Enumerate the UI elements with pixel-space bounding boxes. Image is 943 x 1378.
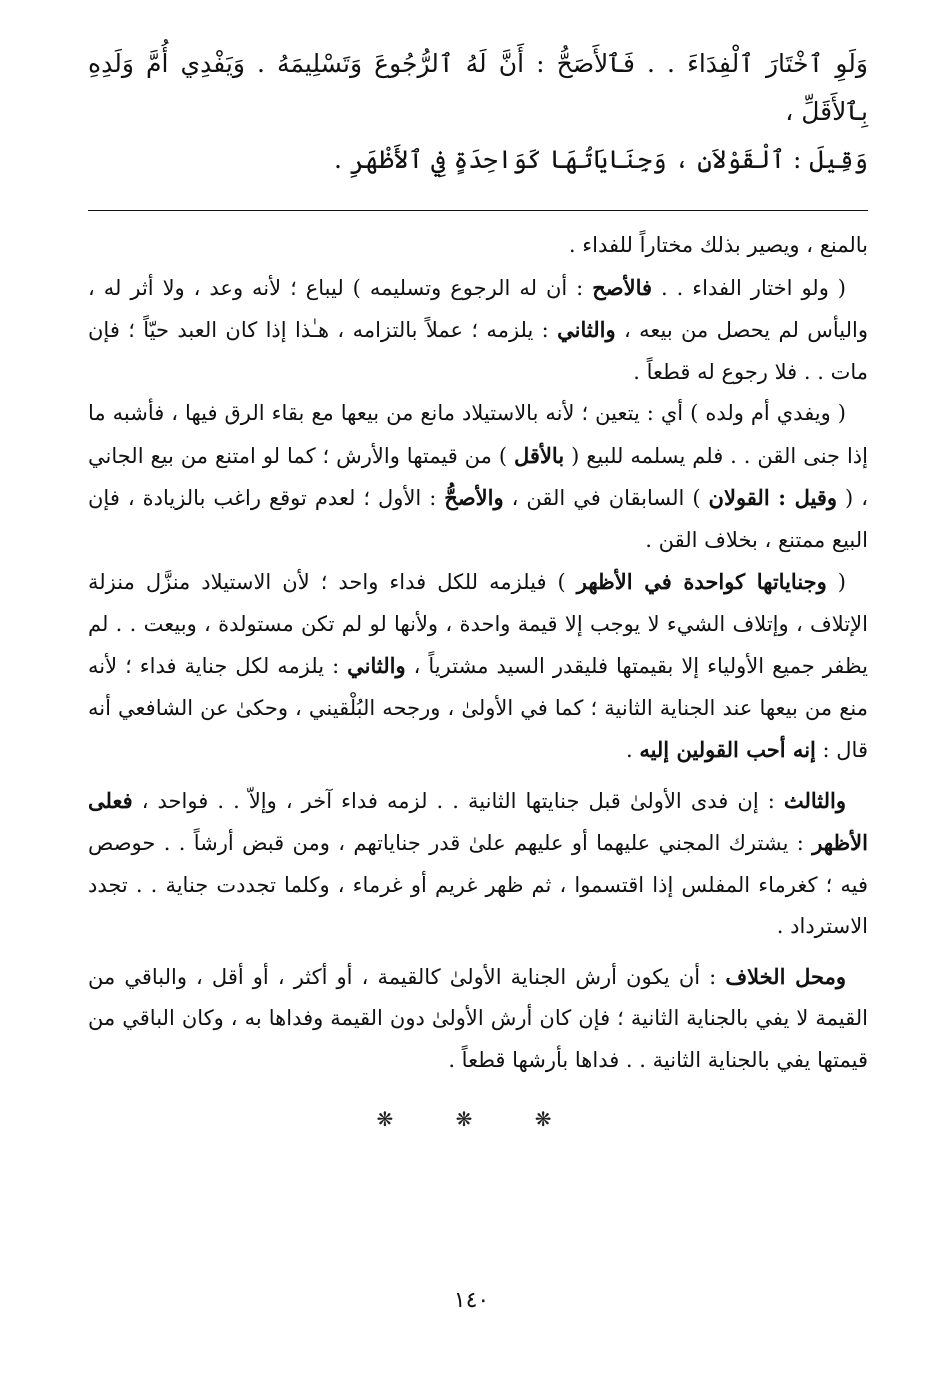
- p4-bold-thani: والثاني: [347, 653, 406, 678]
- paragraph-3: [88, 393, 868, 561]
- paragraph-4: [88, 561, 868, 772]
- p3-text-1: ( ويفدي أم ولده ) أي : يتعين ؛ لأنه بالاستيلاد مانع من بيعها مع بقاء الرق فيها ، فأشبه ما إذا جنى القن . . فلم يسلمه للبيع (: [88, 401, 868, 468]
- matn-text: [88, 40, 868, 184]
- section-end-stars: ❋ ❋ ❋: [376, 1107, 580, 1131]
- p2-text-2: : يلزمه ؛ عملاً بالتزامه ، هـٰذا إذا كان العبد حيّاً ؛ فإن مات . . فلا رجوع له قطعاً .: [88, 318, 868, 384]
- p4-text-2: : يلزمه لكل جناية فداء ؛ لأنه منع من بيعها عند الجناية الثانية ؛ كما في الأولىٰ ، ورجحه البُلْقيني ، وحكىٰ عن الشافعي أنه قال :: [88, 654, 868, 762]
- p2-bold-asah: فالأصح: [592, 274, 653, 300]
- p4-open: (: [826, 570, 846, 594]
- p5-text-1: : إن فدى الأولىٰ قبل جنايتها الثانية . . لزمه فداء آخر ، وإلاّ . . فواحد ،: [132, 788, 784, 813]
- paragraph-5: [88, 780, 868, 948]
- p3-bold-qawlan: وقيل : القولان: [708, 485, 838, 510]
- paragraph-6: [88, 956, 868, 1082]
- commentary: [88, 225, 868, 1131]
- p5-text-2: : يشترك المجني عليهما أو عليهم علىٰ قدر جناياتهم ، ومن قبض أرشاً . . حوصص فيه ؛ كغرماء المفلس إذا اقتسموا ، ثم ظهر غريم أو غرماء ، وكلما تجددت جناية . . تجدد الاسترداد .: [88, 831, 868, 938]
- p2-text-1: : أن له الرجوع وتسليمه ) ليباع ؛ لأنه وعد ، ولا أثر له ، واليأس لم يحصل من بيعه ،: [88, 275, 868, 342]
- matn-line-1: وَلَوِ ٱخْتَارَ ٱلْفِدَاءَ . . فَٱلأَصَحُّ : أَنَّ لَهُ ٱلرُّجُوعَ وَتَسْلِيمَهُ . وَيَفْدِي أُمَّ وَلَدِهِ بِٱلأَقَلِّ ،: [88, 49, 868, 126]
- p4-text-3: .: [625, 738, 640, 762]
- p4-text-1: ) فيلزمه للكل فداء واحد ؛ لأن الاستيلاد منزَّل منزلة الإتلاف ، وإتلاف الشيء لا يوجب إلا قيمة واحدة ، ولأنها لو لم تكن مستولدة ، وبيعت . . لم يظفر جميع الأولياء إلا بقيمتها فليقدر السيد مشترياً ،: [88, 570, 868, 678]
- p6-text-1: : أن يكون أرش الجناية الأولىٰ كالقيمة ، أو أكثر ، أو أقل ، والباقي من القيمة لا يفي بالجناية الثانية ؛ فإن كان أرش الأولىٰ دون القيمة وفداها به ، وكان الباقي من قيمتها يفي بالجناية الثانية . . فداها بأرشها قطعاً .: [88, 964, 868, 1072]
- p3-text-3: ) السابقان في القن ،: [503, 486, 709, 510]
- p6-bold-mahal: ومحل الخلاف: [725, 963, 846, 989]
- p2-open: ( ولو اختار الفداء . .: [652, 275, 847, 300]
- paragraph-2: [88, 267, 868, 394]
- p5-bold-azhar: فعلى الأظهر: [88, 787, 868, 855]
- matn-line-2: وَقِيلَ : ٱلْقَوْلاَنِ ، وَجِنَايَاتُهَا كَوَاحِدَةٍ فِي ٱلأَظْهَرِ .: [333, 145, 868, 174]
- paragraph-1-text: بالمنع ، ويصير بذلك مختاراً للفداء .: [568, 233, 868, 257]
- paragraph-1: [88, 225, 868, 267]
- p4-bold-jinayat: وجناياتها كواحدة في الأظهر: [576, 569, 827, 594]
- p2-bold-thani: والثاني: [557, 317, 616, 342]
- p5-bold-thalith: والثالث: [783, 787, 846, 813]
- separator-rule: [88, 210, 868, 211]
- p3-bold-asah: والأصحُّ: [444, 485, 504, 510]
- p3-bold-aqal: بالأقل: [514, 442, 565, 468]
- p4-bold-ahabb: إنه أحب القولين إليه: [639, 737, 816, 762]
- page-body: [88, 40, 868, 1131]
- p3-text-2: ) من قيمتها والأرش ؛ كما لو امتنع من بيع الجاني ، (: [88, 443, 868, 510]
- p3-text-4: : الأول ؛ لعدم توقع راغب بالزيادة ، فإن البيع ممتنع ، بخلاف القن .: [88, 486, 868, 552]
- page-number: ١٤٠: [453, 1288, 490, 1313]
